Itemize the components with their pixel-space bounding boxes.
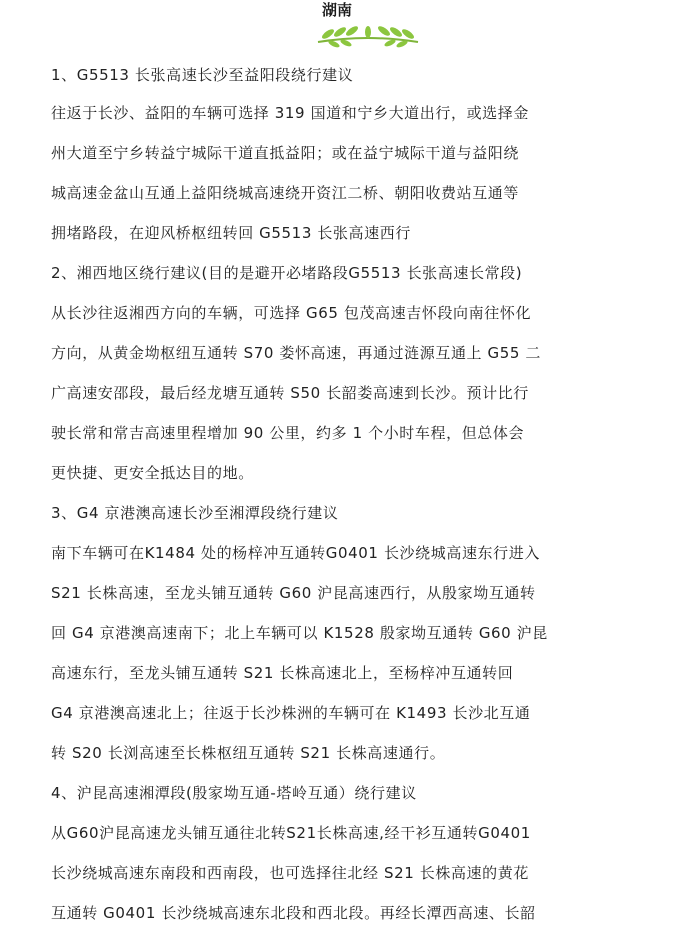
paragraph-line: 广高速安邵段，最后经龙塘互通转 S50 长韶娄高速到长沙。预计比行	[51, 384, 529, 402]
paragraph-line: 南下车辆可在K1484 处的杨梓冲互通转G0401 长沙绕城高速东行进入	[51, 544, 540, 562]
page-title: 湖南	[321, 1, 352, 19]
paragraph-line: 城高速金盆山互通上益阳绕城高速绕开资江二桥、朝阳收费站互通等	[51, 184, 520, 202]
paragraph-line: 互通转 G0401 长沙绕城高速东北段和西北段。再经长潭西高速、长韶	[51, 904, 536, 922]
paragraph-line: 回 G4 京港澳高速南下；北上车辆可以 K1528 殷家坳互通转 G60 沪昆	[51, 624, 548, 642]
paragraph-line: 拥堵路段，在迎风桥枢纽转回 G5513 长张高速西行	[51, 224, 411, 242]
paragraph-line: 驶长常和常吉高速里程增加 90 公里，约多 1 个小时车程，但总体会	[51, 424, 525, 442]
paragraph-line: S21 长株高速，至龙头铺互通转 G60 沪昆高速西行，从殷家坳互通转	[51, 584, 536, 602]
paragraph-line: 转 S20 长浏高速至长株枢纽互通转 S21 长株高速通行。	[51, 744, 446, 762]
paragraph-line: 长沙绕城高速东南段和西南段，也可选择往北经 S21 长株高速的黄花	[51, 864, 529, 882]
heading-3: 3、G4 京港澳高速长沙至湘潭段绕行建议	[51, 504, 339, 522]
paragraph-line: 从G60沪昆高速龙头铺互通往北转S21长株高速,经干衫互通转G0401	[51, 824, 531, 842]
heading-1: 1、G5513 长张高速长沙至益阳段绕行建议	[51, 66, 354, 84]
paragraph-line: 更快捷、更安全抵达目的地。	[51, 464, 254, 482]
paragraph-line: 方向，从黄金坳枢纽互通转 S70 娄怀高速，再通过涟源互通上 G55 二	[51, 344, 541, 362]
paragraph-line: 往返于长沙、益阳的车辆可选择 319 国道和宁乡大道出行，或选择金	[51, 104, 529, 122]
paragraph-line: 高速东行，至龙头铺互通转 S21 长株高速北上，至杨梓冲互通转回	[51, 664, 514, 682]
paragraph-line: 州大道至宁乡转益宁城际干道直抵益阳；或在益宁城际干道与益阳绕	[51, 144, 520, 162]
heading-4: 4、沪昆高速湘潭段(殷家坳互通-塔岭互通）绕行建议	[51, 784, 417, 802]
paragraph-line: 从长沙往返湘西方向的车辆，可选择 G65 包茂高速吉怀段向南往怀化	[51, 304, 532, 322]
heading-2: 2、湘西地区绕行建议(目的是避开必堵路段G5513 长张高速长常段)	[51, 264, 523, 282]
laurel-ornament-icon	[314, 22, 422, 50]
paragraph-line: G4 京港澳高速北上；往返于长沙株洲的车辆可在 K1493 长沙北互通	[51, 704, 531, 722]
